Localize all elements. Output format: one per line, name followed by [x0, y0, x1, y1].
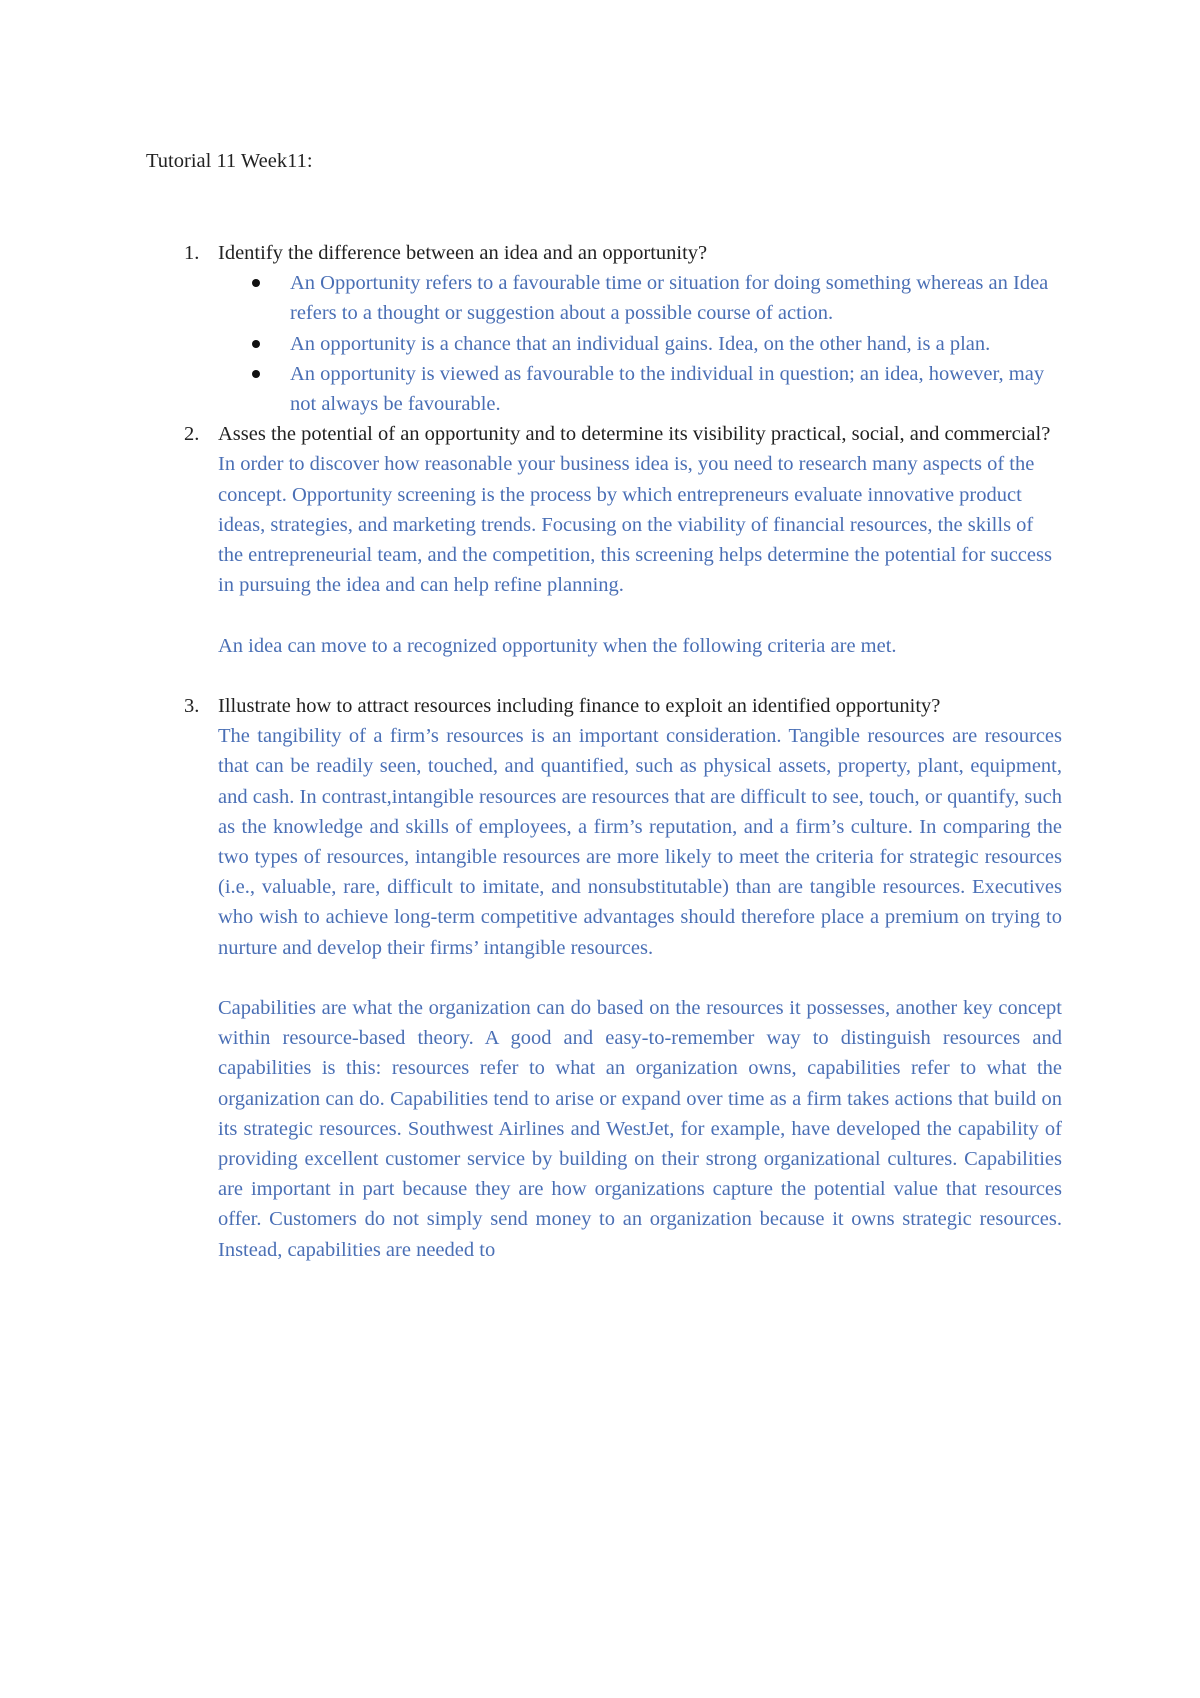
- question-number: 2.: [184, 423, 200, 446]
- question-text: Illustrate how to attract resources including finance to exploit an identified opportunity?: [218, 695, 941, 718]
- paragraph-spacer: [218, 963, 1062, 993]
- answer-paragraph: The tangibility of a firm’s resources is an important consideration. Tangible resources are resources that can be readily seen, touched, and quantified, such as physical assets, property, plant, equipment, and cash. In contrast,intangible resources are resources that are difficult to see, touch, or quantify, such as the knowledge and skills of employees, a firm’s reputation, and a firm’s culture. In comparing the two types of resources, intangible resources are more likely to meet the criteria for strategic resources (i.e., valuable, rare, difficult to imitate, and nonsubstitutable) than are tangible resources. Executives who wish to achieve long-term competitive advantages should therefore place a premium on trying to nurture and develop their firms’ intangible resources.: [218, 725, 1062, 959]
- answer-bullet: [218, 268, 1062, 328]
- bullet-dot-icon: [252, 340, 260, 348]
- document-title: Tutorial 11 Week11:: [146, 150, 313, 172]
- question-number: 1.: [184, 242, 200, 264]
- answer-bullet: [218, 329, 1062, 359]
- paragraph-spacer: [218, 600, 1062, 630]
- question-list: [146, 238, 1062, 1265]
- answer-bullet-text: An opportunity is a chance that an individual gains. Idea, on the other hand, is a plan.: [290, 332, 991, 355]
- bullet-dot-icon: [252, 370, 260, 378]
- bullet-dot-icon: [252, 279, 260, 287]
- question-text: Asses the potential of an opportunity and to determine its visibility practical, social, and commercial?: [218, 423, 1051, 446]
- answer-bullet-text: An Opportunity refers to a favourable time or situation for doing something whereas an Idea refers to a thought or suggestion about a possible course of action.: [290, 272, 1049, 325]
- answer-paragraph: An idea can move to a recognized opportunity when the following criteria are met.: [218, 634, 897, 657]
- question-number: 3.: [184, 695, 200, 718]
- answer-paragraph: Capabilities are what the organization can do based on the resources it possesses, another key concept within resource-based theory. A good and easy-to-remember way to distinguish resources and capabilities is this: resources refer to what an organization owns, capabilities refer to what the organization can do. Capabilities tend to arise or expand over time as a firm takes actions that build on its strategic resources. Southwest Airlines and WestJet, for example, have developed the capability of providing excellent customer service by building on their strong organizational cultures. Capabilities are important in part because they are how organizations capture the potential value that resources offer. Customers do not simply send money to an organization because it owns strategic resources. Instead, capabilities are needed to: [218, 997, 1062, 1261]
- paragraph-spacer: [218, 661, 1062, 691]
- question-2: [146, 419, 1062, 691]
- question-1: [146, 238, 1062, 419]
- question-text: Identify the difference between an idea and an opportunity?: [218, 242, 708, 264]
- answer-paragraph: In order to discover how reasonable your business idea is, you need to research many aspects of the concept. Opportunity screening is the process by which entrepreneurs evaluate innovative product ideas, strategies, and marketing trends. Focusing on the viability of financial resources, the skills of the entrepreneurial team, and the competition, this screening helps determine the potential for success in pursuing the idea and can help refine planning.: [218, 453, 1052, 597]
- answer-bullet: [218, 359, 1062, 419]
- answer-bullet-list: [218, 268, 1062, 419]
- answer-bullet-text: An opportunity is viewed as favourable to the individual in question; an idea, however, may not always be favourable.: [290, 362, 1045, 416]
- question-3: [146, 691, 1062, 1265]
